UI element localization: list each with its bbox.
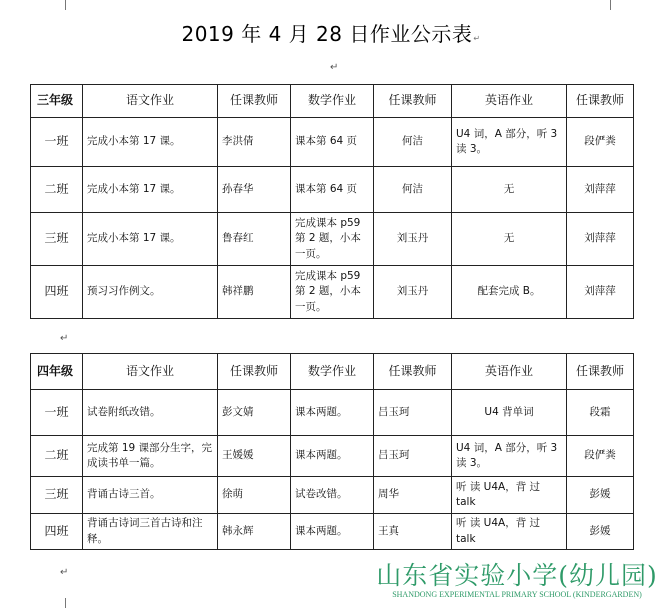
table-row: [31, 390, 634, 436]
english-homework: U4 背单词: [452, 390, 567, 436]
english-homework: 配套完成 B。: [452, 266, 567, 319]
chinese-teacher: 韩永辉: [218, 514, 291, 550]
english-teacher: 彭媛: [567, 514, 634, 550]
school-logo-watermark: [376, 556, 662, 608]
class-cell: 四班: [31, 266, 83, 319]
english-teacher: 段霜: [567, 390, 634, 436]
chinese-teacher: 鲁春红: [218, 213, 291, 266]
chinese-teacher: 李洪倩: [218, 118, 291, 167]
class-cell: 二班: [31, 436, 83, 477]
page-corner-mark: [57, 0, 66, 10]
chinese-homework: 试卷附纸改错。: [83, 390, 218, 436]
class-cell: 三班: [31, 477, 83, 514]
math-homework: 课本第 64 页: [291, 118, 374, 167]
math-teacher: 王真: [374, 514, 452, 550]
col-header-english: 英语作业: [452, 354, 567, 390]
homework-table-grade3: [30, 84, 634, 319]
col-header-teacher: 任课教师: [374, 354, 452, 390]
logo-chinese-text: 山东省实验小学(幼儿园): [376, 561, 658, 590]
class-cell: 三班: [31, 213, 83, 266]
col-header-teacher: 任课教师: [218, 85, 291, 118]
grade-header: 四年级: [31, 354, 83, 390]
english-teacher: 刘萍萍: [567, 266, 634, 319]
chinese-homework: 完成第 19 课部分生字，完成读书单一篇。: [83, 436, 218, 477]
math-teacher: 吕玉珂: [374, 436, 452, 477]
col-header-math: 数学作业: [291, 354, 374, 390]
paragraph-mark: ↵: [330, 62, 339, 73]
chinese-homework: 完成小本第 17 课。: [83, 118, 218, 167]
math-teacher: 周华: [374, 477, 452, 514]
chinese-homework: 背诵古诗词三首古诗和注释。: [83, 514, 218, 550]
math-homework: 课本两题。: [291, 390, 374, 436]
table-header-row: [31, 85, 634, 118]
table-row: [31, 477, 634, 514]
col-header-english: 英语作业: [452, 85, 567, 118]
chinese-teacher: 彭文婧: [218, 390, 291, 436]
col-header-teacher: 任课教师: [218, 354, 291, 390]
chinese-teacher: 徐萌: [218, 477, 291, 514]
chinese-teacher: 韩祥鹏: [218, 266, 291, 319]
logo-english-text: SHANDONG EXPERIMENTAL PRIMARY SCHOOL (KINDERGARDEN): [392, 590, 642, 599]
paragraph-mark: ↵: [473, 34, 481, 43]
chinese-teacher: 孙春华: [218, 167, 291, 213]
class-cell: 二班: [31, 167, 83, 213]
class-cell: 四班: [31, 514, 83, 550]
table-row: [31, 266, 634, 319]
english-homework: 听 读 U4A，背 过 talk: [452, 514, 567, 550]
page-corner-mark: [610, 0, 619, 10]
col-header-teacher: 任课教师: [567, 85, 634, 118]
class-cell: 一班: [31, 118, 83, 167]
english-teacher: 刘萍萍: [567, 213, 634, 266]
math-homework: 课本两题。: [291, 514, 374, 550]
english-homework: U4 词，A 部分，听 3 读 3。: [452, 436, 567, 477]
paragraph-mark: ↵: [60, 567, 69, 578]
math-homework: 完成课本 p59 第 2 题，小本一页。: [291, 213, 374, 266]
english-homework: 无: [452, 213, 567, 266]
col-header-chinese: 语文作业: [83, 354, 218, 390]
chinese-homework: 预习习作例文。: [83, 266, 218, 319]
table-row: [31, 213, 634, 266]
page-title: [0, 18, 662, 47]
grade-header: 三年级: [31, 85, 83, 118]
col-header-chinese: 语文作业: [83, 85, 218, 118]
table-row: [31, 514, 634, 550]
math-homework: 完成课本 p59 第 2 题，小本一页。: [291, 266, 374, 319]
table-header-row: [31, 354, 634, 390]
math-homework: 课本两题。: [291, 436, 374, 477]
math-teacher: 吕玉珂: [374, 390, 452, 436]
col-header-teacher: 任课教师: [374, 85, 452, 118]
math-teacher: 刘玉丹: [374, 213, 452, 266]
english-homework: 无: [452, 167, 567, 213]
class-cell: 一班: [31, 390, 83, 436]
chinese-homework: 完成小本第 17 课。: [83, 167, 218, 213]
english-homework: U4 词，A 部分，听 3 读 3。: [452, 118, 567, 167]
chinese-teacher: 王媛媛: [218, 436, 291, 477]
col-header-teacher: 任课教师: [567, 354, 634, 390]
chinese-homework: 背诵古诗三首。: [83, 477, 218, 514]
table-row: [31, 436, 634, 477]
english-teacher: 段俨粪: [567, 436, 634, 477]
page-title-text: 2019 年 4 月 28 日作业公示表: [181, 22, 473, 46]
chinese-homework: 完成小本第 17 课。: [83, 213, 218, 266]
english-teacher: 彭媛: [567, 477, 634, 514]
math-teacher: 刘玉丹: [374, 266, 452, 319]
math-teacher: 何洁: [374, 167, 452, 213]
math-homework: 课本第 64 页: [291, 167, 374, 213]
col-header-math: 数学作业: [291, 85, 374, 118]
table-row: [31, 167, 634, 213]
english-homework: 听 读 U4A，背 过 talk: [452, 477, 567, 514]
page-corner-mark: [57, 598, 66, 608]
paragraph-mark: ↵: [60, 333, 69, 344]
table-row: [31, 118, 634, 167]
math-teacher: 何洁: [374, 118, 452, 167]
english-teacher: 刘萍萍: [567, 167, 634, 213]
math-homework: 试卷改错。: [291, 477, 374, 514]
english-teacher: 段俨粪: [567, 118, 634, 167]
homework-table-grade4: [30, 353, 634, 550]
